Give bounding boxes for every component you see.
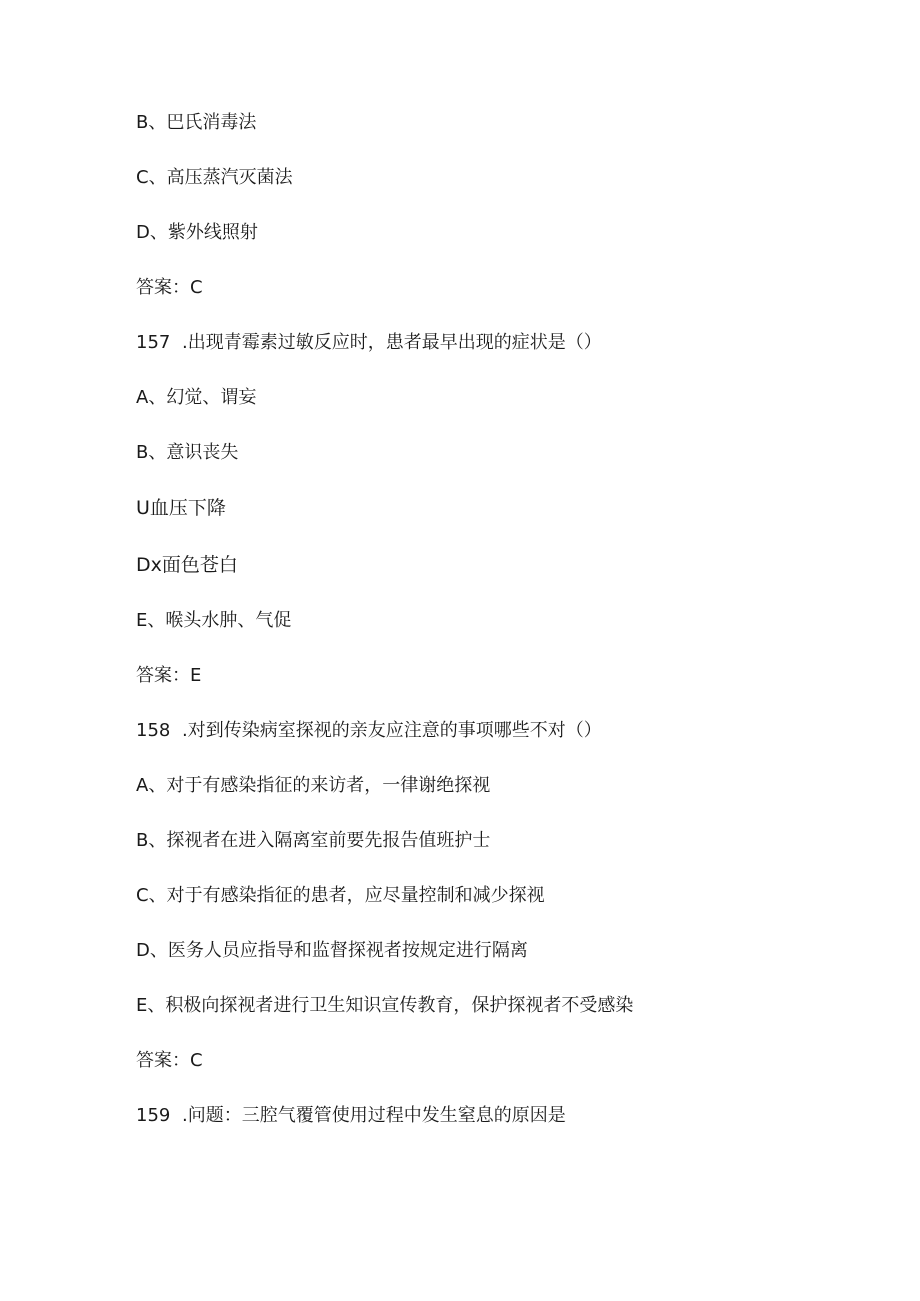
question-text: .对到传染病室探视的亲友应注意的事项哪些不对（） bbox=[182, 720, 602, 741]
question-text: .问题：三腔气覆管使用过程中发生窒息的原因是 bbox=[182, 1105, 566, 1126]
question-text: .出现青霉素过敏反应时，患者最早出现的症状是（） bbox=[182, 332, 602, 353]
option-c-158: C、对于有感染指征的患者，应尽量控制和减少探视 bbox=[136, 885, 545, 906]
option-b-157: B、意识丧失 bbox=[136, 442, 239, 463]
answer-157: 答案：E bbox=[136, 665, 202, 686]
question-159 bbox=[136, 1104, 566, 1128]
option-c-157: U血压下降 bbox=[136, 497, 226, 519]
question-number: 159 bbox=[136, 1105, 171, 1126]
answer-156: 答案：C bbox=[136, 277, 203, 298]
option-e-157: E、喉头水肿、气促 bbox=[136, 610, 292, 631]
option-d-158: D、医务人员应指导和监督探视者按规定进行隔离 bbox=[136, 940, 528, 961]
option-a-157: A、幻觉、谓妄 bbox=[136, 387, 257, 408]
question-158 bbox=[136, 719, 602, 743]
question-number: 157 bbox=[136, 332, 171, 353]
option-d-157: Dx面色苍白 bbox=[136, 554, 238, 576]
answer-158: 答案：C bbox=[136, 1050, 203, 1071]
option-e-158: E、积极向探视者进行卫生知识宣传教育，保护探视者不受感染 bbox=[136, 995, 634, 1016]
question-number: 158 bbox=[136, 720, 171, 741]
question-157 bbox=[136, 331, 602, 355]
option-d-uv: D、紫外线照射 bbox=[136, 222, 258, 243]
option-c-autoclave: C、高压蒸汽灭菌法 bbox=[136, 167, 293, 188]
option-b-pasteurization: B、巴氏消毒法 bbox=[136, 112, 257, 133]
option-a-158: A、对于有感染指征的来访者，一律谢绝探视 bbox=[136, 775, 491, 796]
option-b-158: B、探视者在进入隔离室前要先报告值班护士 bbox=[136, 830, 491, 851]
